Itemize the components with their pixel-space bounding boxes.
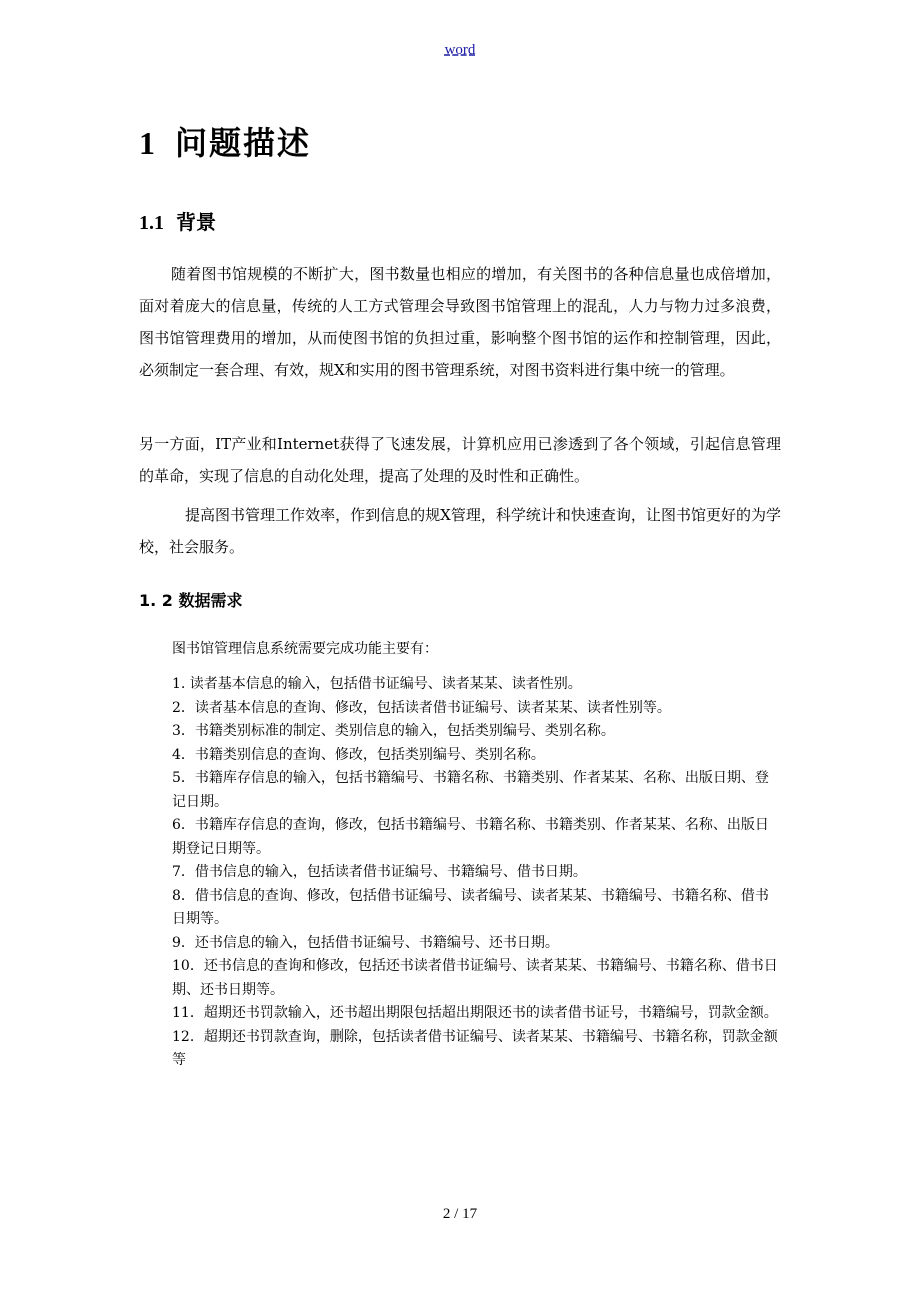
chapter-number: 1 [139, 125, 157, 161]
list-item: 12．超期还书罚款查询，删除，包括读者借书证编号、读者某某、书籍编号、书籍名称，罚款金额等 [172, 1028, 778, 1068]
list-item: 1. 读者基本信息的输入，包括借书证编号、读者某某、读者性别。 [172, 676, 582, 692]
background-paragraph-2: 另一方面，IT产业和Internet获得了飞速发展，计算机应用已渗透到了各个领域，引起信息管理的革命，实现了信息的自动化处理，提高了处理的及时性和正确性。 [139, 435, 781, 485]
section-title: 背景 [176, 210, 216, 234]
list-item: 4．书籍类别信息的查询、修改，包括类别编号、类别名称。 [172, 746, 545, 763]
list-item: 11．超期还书罚款输入，还书超出期限包括超出期限还书的读者借书证号，书籍编号，罚款金额。 [172, 1005, 778, 1021]
chapter-heading [139, 118, 311, 164]
list-item: 10．还书信息的查询和修改，包括还书读者借书证编号、读者某某、书籍编号、书籍名称、借书日期、还书日期等。 [172, 958, 778, 998]
list-item: 6．书籍库存信息的查询，修改，包括书籍编号、书籍名称、书籍类别、作者某某、名称、出版日期登记日期等。 [172, 817, 769, 857]
chapter-title: 问题描述 [175, 124, 312, 162]
section-heading-background [139, 206, 216, 235]
list-item: 8．借书信息的查询、修改，包括借书证编号、读者编号、读者某某、书籍编号、书籍名称、借书日期等。 [172, 887, 769, 927]
list-item: 3．书籍类别标准的制定、类别信息的输入，包括类别编号、类别名称。 [172, 723, 615, 739]
list-item: 9．还书信息的输入，包括借书证编号、书籍编号、还书日期。 [172, 934, 559, 951]
background-paragraph-1: 随着图书馆规模的不断扩大，图书数量也相应的增加，有关图书的各种信息量也成倍增加，面对着庞大的信息量，传统的人工方式管理会导致图书馆管理上的混乱，人力与物力过多浪费，图书馆管理费用的增加，从而使图书馆的负担过重，影响整个图书馆的运作和控制管理，因此，必须制定一套合理、有效，规X和实用的图书管理系统，对图书资料进行集中统一的管理。 [139, 265, 781, 379]
requirements-intro: 图书馆管理信息系统需要完成功能主要有： [172, 641, 438, 657]
header-word-link[interactable]: word [444, 42, 476, 58]
list-item: 2．读者基本信息的查询、修改，包括读者借书证编号、读者某某、读者性别等。 [172, 699, 671, 716]
page-indicator: 2 / 17 [442, 1206, 478, 1222]
list-item: 5．书籍库存信息的输入，包括书籍编号、书籍名称、书籍类别、作者某某、名称、出版日期、登记日期。 [172, 770, 769, 810]
section-heading-data-requirements: 1. 2 数据需求 [139, 591, 243, 610]
section-number: 1.1 [139, 212, 164, 234]
requirements-list [172, 673, 782, 1073]
list-item: 7．借书信息的输入，包括读者借书证编号、书籍编号、借书日期。 [172, 864, 587, 880]
background-paragraph-3: 提高图书管理工作效率，作到信息的规X管理，科学统计和快速查询，让图书馆更好的为学校，社会服务。 [139, 506, 781, 556]
